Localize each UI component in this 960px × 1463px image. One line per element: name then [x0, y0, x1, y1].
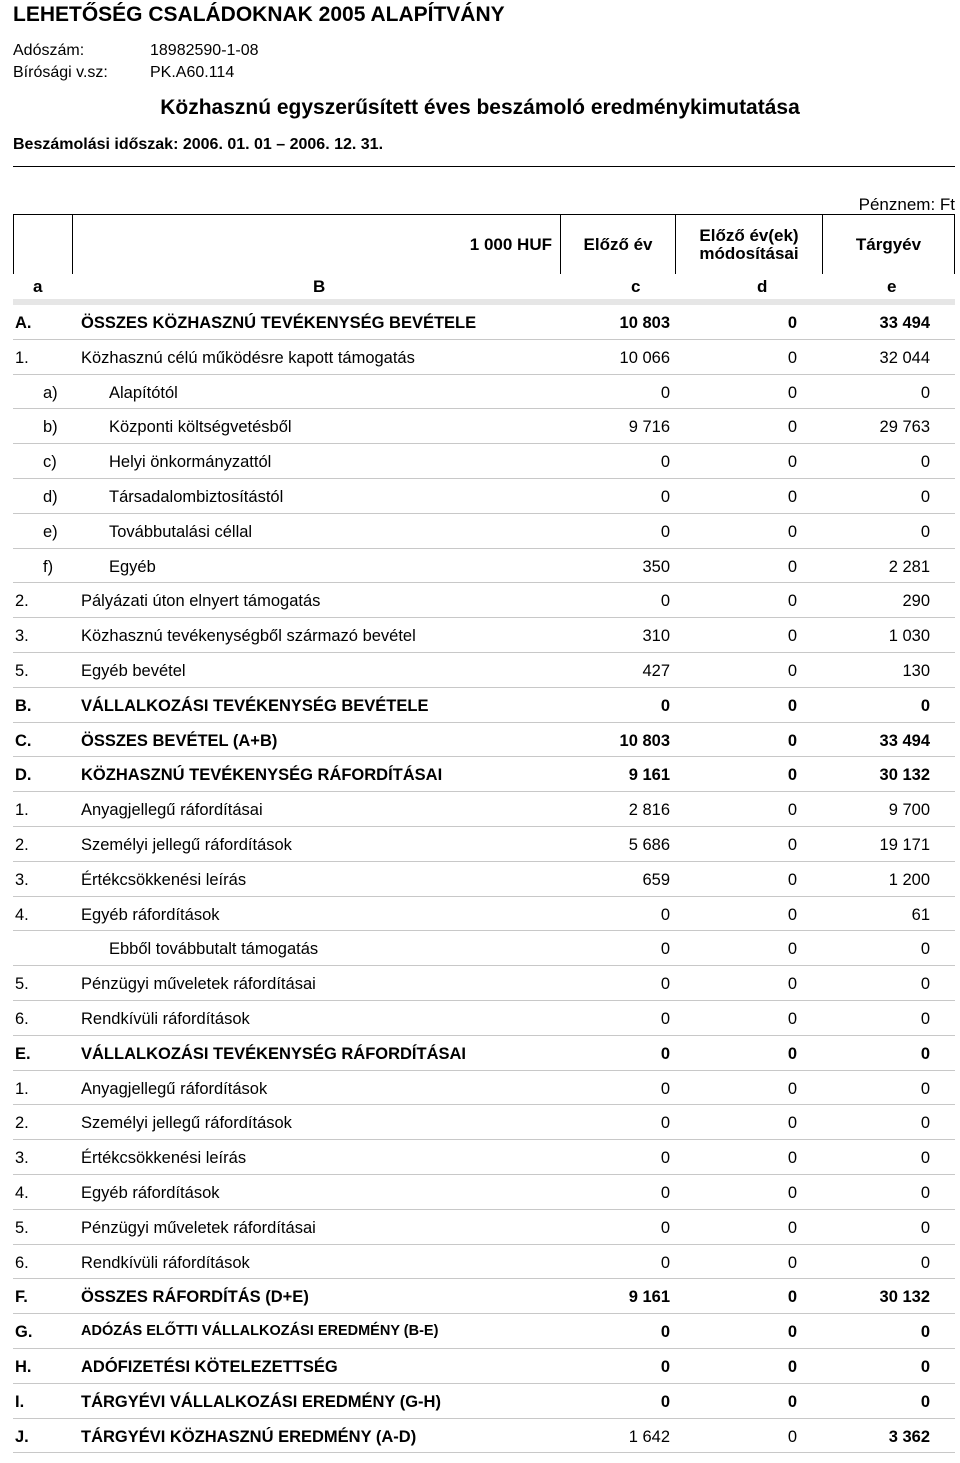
prev-modification-value: 0	[787, 522, 797, 541]
prev-modification-value: 0	[787, 1218, 797, 1237]
row-label: Alapítótól	[109, 383, 178, 402]
row-label: ÖSSZES KÖZHASZNÚ TEVÉKENYSÉG BEVÉTELE	[81, 314, 477, 332]
prev-year-value: 0	[660, 1323, 670, 1342]
row-number: d)	[43, 487, 58, 506]
divider	[13, 166, 955, 167]
table-row	[13, 653, 955, 688]
prev-year-value: 10 066	[619, 348, 670, 367]
prev-year-value: 659	[642, 870, 670, 889]
row-number: 1.	[15, 1079, 29, 1098]
header-prev-mod-line1: Előző év(ek)	[699, 226, 799, 245]
table-row	[13, 444, 955, 479]
row-label: Pályázati úton elnyert támogatás	[81, 592, 321, 611]
row-label: ÖSSZES RÁFORDÍTÁS (D+E)	[81, 1288, 309, 1307]
current-year-value: 0	[920, 1009, 930, 1028]
row-number: 1.	[15, 348, 29, 367]
prev-modification-value: 0	[787, 905, 797, 924]
letter-c: c	[631, 277, 641, 296]
prev-year-value: 10 803	[619, 314, 670, 332]
row-label: Egyéb ráfordítások	[81, 1183, 220, 1202]
row-number: 3.	[15, 627, 29, 646]
current-year-value: 33 494	[879, 731, 930, 750]
table-row	[13, 305, 955, 340]
row-number: a)	[43, 383, 58, 402]
current-year-value: 0	[920, 940, 930, 959]
current-year-value: 0	[920, 487, 930, 506]
row-label: Személyi jellegű ráfordítások	[81, 835, 292, 854]
row-label: Közhasznú tevékenységből származó bevétel	[81, 627, 416, 646]
header-prev-year: Előző év	[561, 215, 676, 276]
current-year-value: 19 171	[879, 835, 930, 854]
row-label: ÖSSZES BEVÉTEL (A+B)	[81, 731, 278, 750]
current-year-value: 33 494	[879, 314, 930, 332]
row-number: 3.	[15, 870, 29, 889]
current-year-value: 0	[920, 383, 930, 402]
prev-year-value: 0	[660, 592, 670, 611]
table-row	[13, 549, 955, 584]
row-number: H.	[15, 1357, 32, 1376]
current-year-value: 0	[920, 522, 930, 541]
table-row	[13, 340, 955, 375]
prev-modification-value: 0	[787, 1183, 797, 1202]
row-number: 5.	[15, 1218, 29, 1237]
current-year-value: 0	[920, 1149, 930, 1168]
prev-year-value: 0	[660, 696, 670, 715]
letter-a: a	[33, 277, 43, 296]
table-row	[13, 583, 955, 618]
row-number: 4.	[15, 905, 29, 924]
row-label: VÁLLALKOZÁSI TEVÉKENYSÉG BEVÉTELE	[81, 696, 429, 715]
prev-modification-value: 0	[787, 766, 797, 785]
prev-modification-value: 0	[787, 801, 797, 820]
prev-modification-value: 0	[787, 1079, 797, 1098]
table-row	[13, 375, 955, 410]
current-year-value: 0	[920, 1323, 930, 1342]
prev-year-value: 0	[660, 1253, 670, 1272]
row-label: Rendkívüli ráfordítások	[81, 1253, 250, 1272]
current-year-value: 0	[920, 1392, 930, 1411]
row-number: 6.	[15, 1253, 29, 1272]
row-number: 2.	[15, 1114, 29, 1133]
table-row	[13, 897, 955, 932]
row-label: ADÓZÁS ELŐTTI VÁLLALKOZÁSI EREDMÉNY (B-E)	[81, 1323, 439, 1340]
prev-year-value: 2 816	[628, 801, 670, 820]
row-label: VÁLLALKOZÁSI TEVÉKENYSÉG RÁFORDÍTÁSAI	[81, 1044, 467, 1063]
prev-year-value: 0	[660, 905, 670, 924]
table-row	[13, 1210, 955, 1245]
prev-modification-value: 0	[787, 1149, 797, 1168]
row-number: I.	[15, 1392, 25, 1411]
prev-modification-value: 0	[787, 418, 797, 437]
column-letters-row	[13, 274, 955, 300]
prev-modification-value: 0	[787, 348, 797, 367]
row-label: Helyi önkormányzattól	[109, 453, 272, 472]
header-unit: 1 000 HUF	[73, 215, 561, 276]
prev-year-value: 0	[660, 522, 670, 541]
current-year-value: 0	[920, 1357, 930, 1376]
table-row	[13, 1384, 955, 1419]
prev-year-value: 0	[660, 1079, 670, 1098]
row-label: Értékcsökkenési leírás	[81, 1149, 247, 1168]
prev-year-value: 5 686	[628, 835, 670, 854]
row-number: G.	[15, 1323, 33, 1342]
row-number: b)	[43, 418, 58, 437]
row-number: D.	[15, 766, 32, 785]
table-row	[13, 1349, 955, 1384]
table-row	[13, 1245, 955, 1280]
prev-year-value: 9 161	[628, 1288, 670, 1307]
tax-number-value: 18982590-1-08	[150, 42, 259, 59]
prev-modification-value: 0	[787, 314, 797, 332]
prev-year-value: 0	[660, 1009, 670, 1028]
prev-year-value: 0	[660, 1044, 670, 1063]
prev-year-value: 0	[660, 1183, 670, 1202]
prev-modification-value: 0	[787, 627, 797, 646]
row-number: c)	[43, 453, 57, 472]
current-year-value: 29 763	[879, 418, 930, 437]
table-row	[13, 1419, 955, 1454]
current-year-value: 0	[920, 1183, 930, 1202]
row-number: 4.	[15, 1183, 29, 1202]
table-row	[13, 1279, 955, 1314]
prev-year-value: 0	[660, 453, 670, 472]
prev-year-value: 10 803	[619, 731, 670, 750]
current-year-value: 290	[902, 592, 930, 611]
row-number: J.	[15, 1427, 29, 1446]
table-row	[13, 966, 955, 1001]
letter-e: e	[887, 277, 897, 296]
prev-year-value: 1 642	[628, 1427, 670, 1446]
prev-modification-value: 0	[787, 975, 797, 994]
current-year-value: 30 132	[879, 1288, 930, 1307]
row-label: Továbbutalási céllal	[109, 522, 253, 541]
prev-year-value: 9 716	[628, 418, 670, 437]
prev-year-value: 0	[660, 1218, 670, 1237]
row-label: ADÓFIZETÉSI KÖTELEZETTSÉG	[81, 1357, 338, 1376]
current-year-value: 0	[920, 1253, 930, 1272]
court-number-line	[13, 64, 235, 82]
current-year-value: 1 200	[888, 870, 930, 889]
prev-modification-value: 0	[787, 696, 797, 715]
prev-year-value: 350	[642, 557, 670, 576]
row-label: Egyéb bevétel	[81, 661, 186, 680]
prev-modification-value: 0	[787, 487, 797, 506]
prev-modification-value: 0	[787, 870, 797, 889]
current-year-value: 30 132	[879, 766, 930, 785]
reporting-period: Beszámolási időszak: 2006. 01. 01 – 2006. 12. 31.	[13, 136, 384, 153]
income-statement-rows	[13, 305, 955, 1453]
prev-modification-value: 0	[787, 1288, 797, 1307]
row-number: 5.	[15, 661, 29, 680]
prev-year-value: 0	[660, 487, 670, 506]
table-row	[13, 1001, 955, 1036]
row-label: Egyéb ráfordítások	[81, 905, 220, 924]
row-number: C.	[15, 731, 32, 750]
current-year-value: 0	[920, 1114, 930, 1133]
prev-year-value: 0	[660, 1149, 670, 1168]
row-number: 6.	[15, 1009, 29, 1028]
court-number-label: Bírósági v.sz:	[13, 64, 108, 81]
court-number-value: PK.A60.114	[150, 64, 235, 81]
row-label: Anyagjellegű ráfordítások	[81, 1079, 268, 1098]
tax-number-line	[13, 42, 259, 60]
prev-modification-value: 0	[787, 1323, 797, 1342]
row-number: B.	[15, 696, 32, 715]
table-row	[13, 792, 955, 827]
header-prev-mod-line2: módosításai	[699, 244, 799, 263]
table-row	[13, 409, 955, 444]
prev-year-value: 0	[660, 940, 670, 959]
prev-year-value: 9 161	[628, 766, 670, 785]
current-year-value: 0	[920, 453, 930, 472]
table-row	[13, 757, 955, 792]
prev-year-value: 0	[660, 975, 670, 994]
table-row	[13, 1175, 955, 1210]
column-header-table	[13, 214, 955, 276]
row-number: 5.	[15, 975, 29, 994]
current-year-value: 61	[911, 905, 930, 924]
prev-year-value: 427	[642, 661, 670, 680]
header-prev-modifications	[676, 215, 823, 276]
row-label: TÁRGYÉVI KÖZHASZNÚ EREDMÉNY (A-D)	[81, 1427, 417, 1446]
header-current-year: Tárgyév	[823, 215, 955, 276]
current-year-value: 0	[920, 1079, 930, 1098]
row-label: Ebből továbbutalt támogatás	[109, 940, 319, 959]
current-year-value: 32 044	[879, 348, 930, 367]
table-row	[13, 1140, 955, 1175]
table-row	[13, 827, 955, 862]
prev-modification-value: 0	[787, 1392, 797, 1411]
table-row	[13, 1314, 955, 1349]
prev-modification-value: 0	[787, 453, 797, 472]
prev-modification-value: 0	[787, 661, 797, 680]
prev-modification-value: 0	[787, 592, 797, 611]
current-year-value: 0	[920, 1044, 930, 1063]
letter-d: d	[757, 277, 768, 296]
letter-b: B	[313, 277, 326, 296]
prev-year-value: 310	[642, 627, 670, 646]
row-label: Értékcsökkenési leírás	[81, 870, 247, 889]
prev-modification-value: 0	[787, 1009, 797, 1028]
row-label: Rendkívüli ráfordítások	[81, 1009, 250, 1028]
current-year-value: 0	[920, 975, 930, 994]
organization-name: LEHETŐSÉG CSALÁDOKNAK 2005 ALAPÍTVÁNY	[13, 3, 505, 26]
row-label: Személyi jellegű ráfordítások	[81, 1114, 292, 1133]
current-year-value: 3 362	[888, 1427, 930, 1446]
current-year-value: 0	[920, 1218, 930, 1237]
table-row	[13, 514, 955, 549]
prev-year-value: 0	[660, 1114, 670, 1133]
prev-year-value: 0	[660, 383, 670, 402]
row-label: Központi költségvetésből	[109, 418, 292, 437]
row-label: Közhasznú célú működésre kapott támogatás	[81, 348, 415, 367]
row-number: e)	[43, 522, 58, 541]
row-number: F.	[15, 1288, 28, 1307]
row-label: Egyéb	[109, 557, 156, 576]
prev-modification-value: 0	[787, 1114, 797, 1133]
current-year-value: 130	[902, 661, 930, 680]
table-row	[13, 1071, 955, 1106]
row-number: A.	[15, 314, 32, 332]
row-number: 2.	[15, 592, 29, 611]
report-title: Közhasznú egyszerűsített éves beszámoló eredménykimutatása	[160, 96, 800, 119]
header-blank-cell	[14, 215, 73, 276]
row-label: Pénzügyi műveletek ráfordításai	[81, 975, 316, 994]
current-year-value: 2 281	[888, 557, 930, 576]
prev-modification-value: 0	[787, 835, 797, 854]
prev-modification-value: 0	[787, 731, 797, 750]
table-row	[13, 931, 955, 966]
table-row	[13, 1105, 955, 1140]
row-label: Pénzügyi műveletek ráfordításai	[81, 1218, 316, 1237]
row-number: 1.	[15, 801, 29, 820]
current-year-value: 9 700	[888, 801, 930, 820]
row-number: 3.	[15, 1149, 29, 1168]
table-row	[13, 723, 955, 758]
row-number: E.	[15, 1044, 31, 1063]
table-row	[13, 618, 955, 653]
current-year-value: 1 030	[888, 627, 930, 646]
table-row	[13, 1036, 955, 1071]
row-label: Anyagjellegű ráfordításai	[81, 801, 263, 820]
prev-modification-value: 0	[787, 383, 797, 402]
currency-note: Pénznem: Ft	[858, 195, 955, 214]
table-row	[13, 862, 955, 897]
tax-number-label: Adószám:	[13, 42, 85, 59]
current-year-value: 0	[920, 696, 930, 715]
table-row	[13, 688, 955, 723]
prev-modification-value: 0	[787, 1357, 797, 1376]
prev-modification-value: 0	[787, 1253, 797, 1272]
row-label: KÖZHASZNÚ TEVÉKENYSÉG RÁFORDÍTÁSAI	[81, 766, 443, 785]
row-number: 2.	[15, 835, 29, 854]
prev-modification-value: 0	[787, 940, 797, 959]
prev-modification-value: 0	[787, 1427, 797, 1446]
row-label: Társadalombiztosítástól	[109, 487, 284, 506]
prev-modification-value: 0	[787, 1044, 797, 1063]
prev-modification-value: 0	[787, 557, 797, 576]
table-row	[13, 479, 955, 514]
row-label: TÁRGYÉVI VÁLLALKOZÁSI EREDMÉNY (G-H)	[81, 1392, 441, 1411]
prev-year-value: 0	[660, 1392, 670, 1411]
prev-year-value: 0	[660, 1357, 670, 1376]
row-number: f)	[43, 557, 54, 576]
